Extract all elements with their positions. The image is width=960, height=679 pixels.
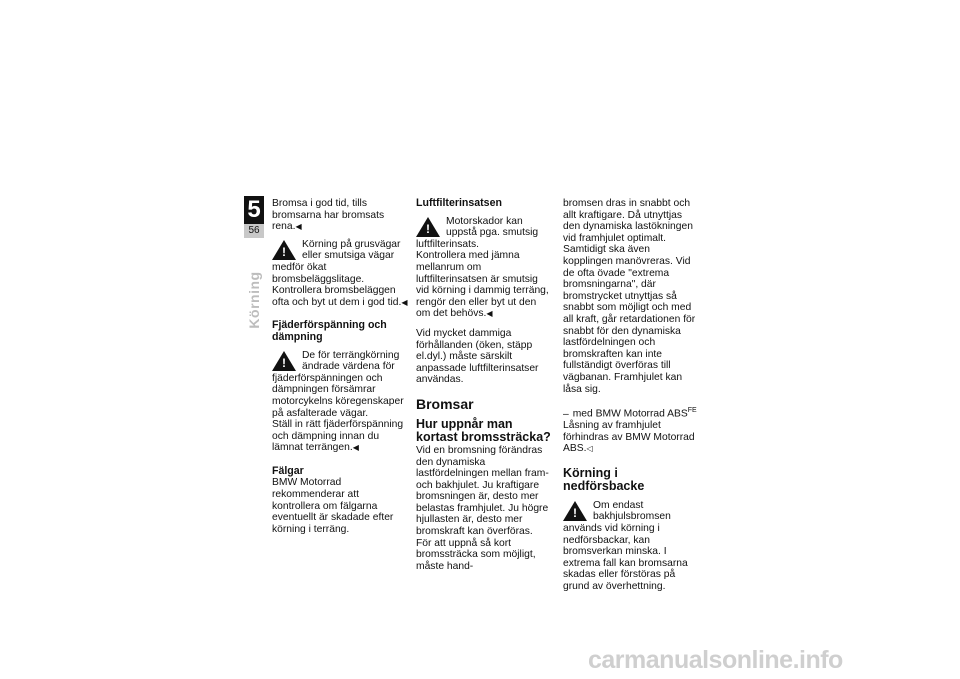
paragraph: För att uppnå så kort bromssträcka som möjligt, måste hand- <box>416 537 536 572</box>
end-mark-icon: ◀ <box>352 443 359 453</box>
heading-rims: Fälgar <box>272 464 304 477</box>
paragraph: Vid en bromsning förändras den dynamiska lastfördelningen mellan fram- och bakhjulet. Ju kraftigare bromsningen är, desto mer belastas framhjulet. Ju högre hjullasten är, desto mer bromskraft kan överföras. <box>416 444 549 538</box>
warning-triangle-icon: ! <box>272 351 296 373</box>
warning-block <box>272 350 408 420</box>
warning-block <box>272 239 408 285</box>
warning-block <box>416 216 552 251</box>
paragraph: Kontrollera med jämna mellanrum om luftfilterinsatsen är smutsig vid körning i dammig terräng, rengör den eller byt ut den om det behövs.◀ <box>416 250 549 320</box>
warning-triangle-icon: ! <box>563 501 587 523</box>
heading-air-filter: Luftfilterinsatsen <box>416 197 502 209</box>
heading-downhill: Körning i nedförsbacke <box>563 465 645 494</box>
watermark: carmanualsonline.info <box>588 646 843 674</box>
paragraph: Låsning av framhjulet förhindras av BMW Motorrad ABS.◁ <box>563 420 695 455</box>
warning-triangle-icon: ! <box>272 240 296 262</box>
heading-brakes: Bromsar <box>416 395 474 412</box>
warning-text: Om endast bakhjulsbromsen används vid körning i nedförsbackar, kan bromsverkan minska. I extrema fall kan bromsarna skadas eller förstöras på grund av överhettning. <box>563 499 688 593</box>
paragraph: bromsen dras in snabbt och allt kraftigare. Då utnyttjas den dynamiska lastökningen vid framhjulet optimalt. Samtidigt ska även kopplingen manövreras. Vid de ofta övade "extrema bromsningarna", där bromstrycket utnyttjas så snabbt som möjligt och med all kraft, går retardationen för snabbt för den dynamiska lastfördelningen och bromskraften kan inte fullständigt överföras till vägbanan. Framhjulet kan låsa sig. <box>563 198 696 395</box>
end-mark-icon: ◀ <box>295 222 302 232</box>
column-2 <box>416 198 552 572</box>
warning-block <box>563 500 699 593</box>
end-mark-icon: ◀ <box>486 309 493 319</box>
paragraph: Ställ in rätt fjäderförspänning och dämpning innan du lämnat terrängen.◀ <box>272 419 404 454</box>
warning-triangle-icon: ! <box>416 217 440 239</box>
paragraph: Kontrollera bromsbeläggen ofta och byt ut dem i god tid.◀ <box>272 285 408 308</box>
warning-text: De för terrängkörning ändrade värdena för fjäderförspänningen och dämpningen försämrar motorcykelns köregenskaper på asfalterade vägar. <box>272 349 404 419</box>
heading-suspension: Fjäderförspänning och dämpning <box>272 319 387 343</box>
warning-text: Motorskador kan uppstå pga. smutsig luftfilterinsats. <box>416 215 539 250</box>
list-dash: – <box>563 408 569 420</box>
end-mark-open-icon: ◁ <box>586 444 593 454</box>
section-label-text: Körning <box>246 271 262 329</box>
paragraph: Bromsa i god tid, tills bromsarna har bromsats rena.◀ <box>272 198 385 233</box>
paragraph: BMW Motorrad rekommenderar att kontrollera om fälgarna eventuellt är skadade efter körning i terräng. <box>272 477 394 535</box>
column-3 <box>563 198 699 593</box>
page-number: 56 <box>244 224 264 238</box>
warning-text: Körning på grusvägar eller smutsiga vägar medför ökat bromsbeläggslitage. <box>272 238 401 285</box>
chapter-number: 5 <box>244 196 264 224</box>
chapter-tab <box>244 196 264 240</box>
heading-shortest-distance: Hur uppnår man kortast bromssträcka? <box>416 416 551 445</box>
abs-superscript: FE <box>687 407 697 415</box>
section-side-label <box>230 260 278 340</box>
paragraph: Vid mycket dammiga förhållanden (öken, stäpp el.dyl.) måste särskilt anpassade luftfilterinsatser användas. <box>416 327 539 386</box>
end-mark-icon: ◀ <box>401 297 408 307</box>
column-1 <box>272 198 408 535</box>
abs-list-item: – med BMW Motorrad $ABS^{FE}$ <box>563 407 697 420</box>
